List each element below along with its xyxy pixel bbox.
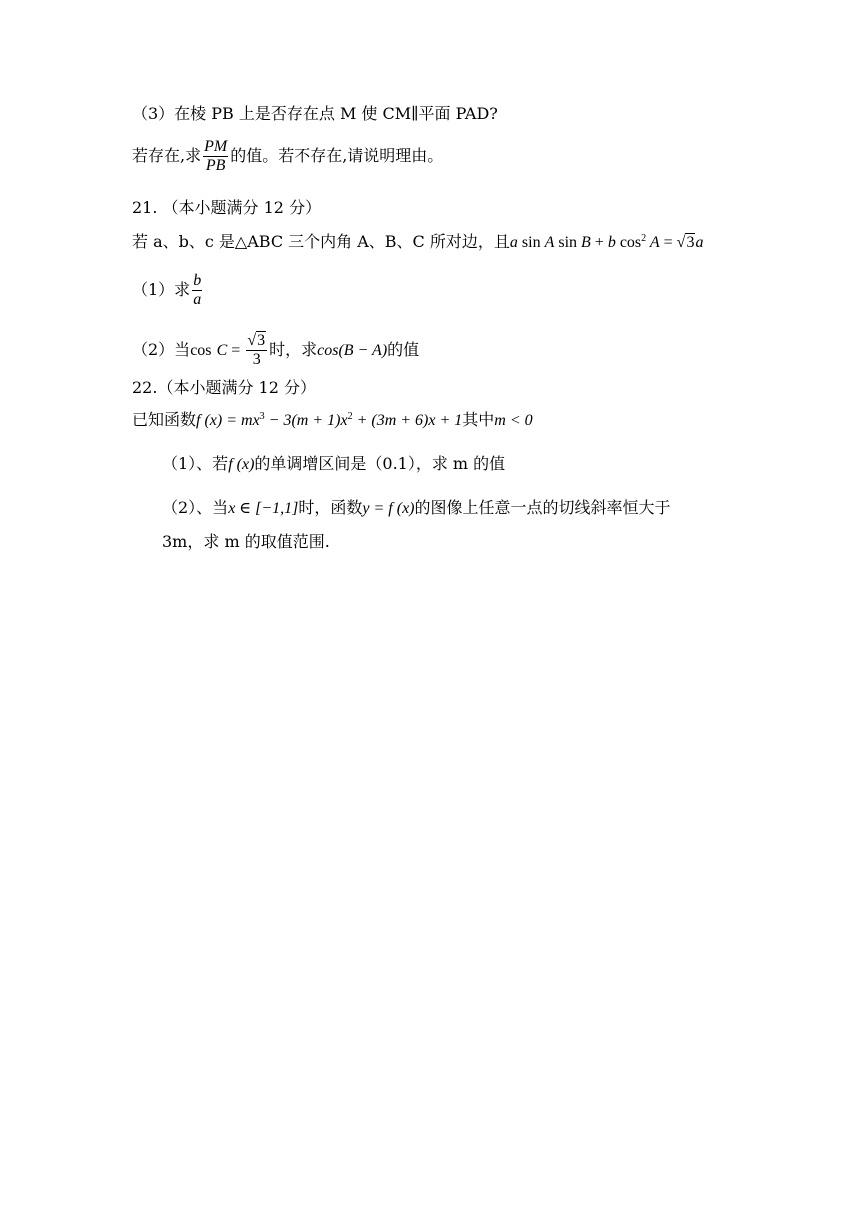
q22-p2-suffix: 的图像上任意一点的切线斜率恒大于 <box>414 498 671 517</box>
q20-part3 <box>132 104 498 124</box>
q22-function <box>196 412 462 429</box>
sqrt-sign: √ <box>247 332 257 349</box>
formula-sin: sin <box>554 234 582 251</box>
q22-where: 其中 <box>462 410 495 429</box>
q22-p2-y: y = f (x) <box>362 500 415 517</box>
q22-part1 <box>162 454 505 475</box>
formula-a: a <box>509 234 518 251</box>
q21-p2-C: C <box>216 342 228 359</box>
q21-part1-label: （1）求 <box>132 280 191 299</box>
q21-p2-numerator <box>246 332 267 351</box>
q20-line2-prefix: 若存在,求 <box>132 146 202 165</box>
q21-stem-text: 若 a、b、c 是△ABC 三个内角 A、B、C 所对边，且 <box>132 232 510 251</box>
formula-plus: + <box>590 234 608 251</box>
q22-heading <box>132 378 316 398</box>
q20-line2-suffix: 的值。若不存在,请说明理由。 <box>230 146 444 165</box>
formula-B: B <box>581 234 591 251</box>
formula-sin: sin <box>517 234 545 251</box>
q21-part2 <box>132 332 419 369</box>
q22-part2 <box>162 498 671 519</box>
q22-p1-suffix: 的单调增区间是（0.1），求 m 的值 <box>254 454 506 473</box>
q21-p2-cos: cos <box>190 342 212 359</box>
q20-line2 <box>132 138 443 175</box>
q21-part2-end: 的值 <box>387 340 420 359</box>
q22-part2-cont <box>162 532 330 552</box>
q20-fraction <box>203 138 228 175</box>
q21-part1 <box>132 272 204 309</box>
formula-cos: cos <box>615 234 642 251</box>
q21-part2-mid: 时，求 <box>269 340 318 359</box>
formula-equals: = <box>659 234 677 251</box>
q21-p2-equals: = <box>227 342 245 359</box>
formula-A: A <box>544 234 555 251</box>
formula-A: A <box>646 234 660 251</box>
q22-p2-domain: x ∈ [−1,1] <box>228 500 299 517</box>
func-exponent: 3 <box>259 411 265 422</box>
q22-p1-prefix: （1）、若 <box>162 454 229 473</box>
q20-frac-numerator: PM <box>204 138 228 155</box>
q21-stem <box>132 232 703 253</box>
q22-p2-continuation: 3m，求 m 的取值范围. <box>162 532 330 551</box>
sqrt-radicand: 3 <box>257 332 266 349</box>
func-tail: + (3m + 6)x + 1 <box>352 412 463 429</box>
q22-stem <box>132 410 533 431</box>
formula-a: a <box>695 234 704 251</box>
sqrt-radicand: 3 <box>686 234 695 251</box>
formula-sqrt <box>677 233 696 253</box>
q21-p1-denominator: a <box>193 291 202 308</box>
q21-part1-fraction <box>192 272 202 309</box>
formula-b: b <box>607 234 616 251</box>
q21-heading <box>132 198 321 218</box>
q22-p1-fx: f (x) <box>228 456 255 473</box>
func-middle: − 3(m + 1)x <box>264 412 348 429</box>
func-head: f (x) = mx <box>196 412 260 429</box>
q22-stem-text: 已知函数 <box>132 410 197 429</box>
q20-frac-denominator: PB <box>205 157 226 174</box>
formula-exponent: 2 <box>641 233 647 244</box>
q21-heading-text: 21. （本小题满分 12 分） <box>132 198 322 217</box>
q22-p2-prefix: （2）、当 <box>162 498 229 517</box>
q22-heading-text: 22.（本小题满分 12 分） <box>132 378 316 397</box>
q21-p1-numerator: b <box>193 272 202 289</box>
q22-condition: m < 0 <box>494 412 533 429</box>
sqrt-sign: √ <box>676 234 686 251</box>
q21-part2-fraction <box>246 332 267 369</box>
q21-stem-formula <box>510 234 704 251</box>
q20-part3-text: （3）在棱 PB 上是否存在点 M 使 CM∥平面 PAD? <box>132 104 498 123</box>
q21-part2-label: （2）当 <box>132 340 191 359</box>
q21-p2-denominator: 3 <box>252 351 261 368</box>
func-exponent: 2 <box>347 411 353 422</box>
q21-p2-expr: cos(B − A) <box>317 342 388 359</box>
q22-p2-middle: 时，函数 <box>298 498 363 517</box>
